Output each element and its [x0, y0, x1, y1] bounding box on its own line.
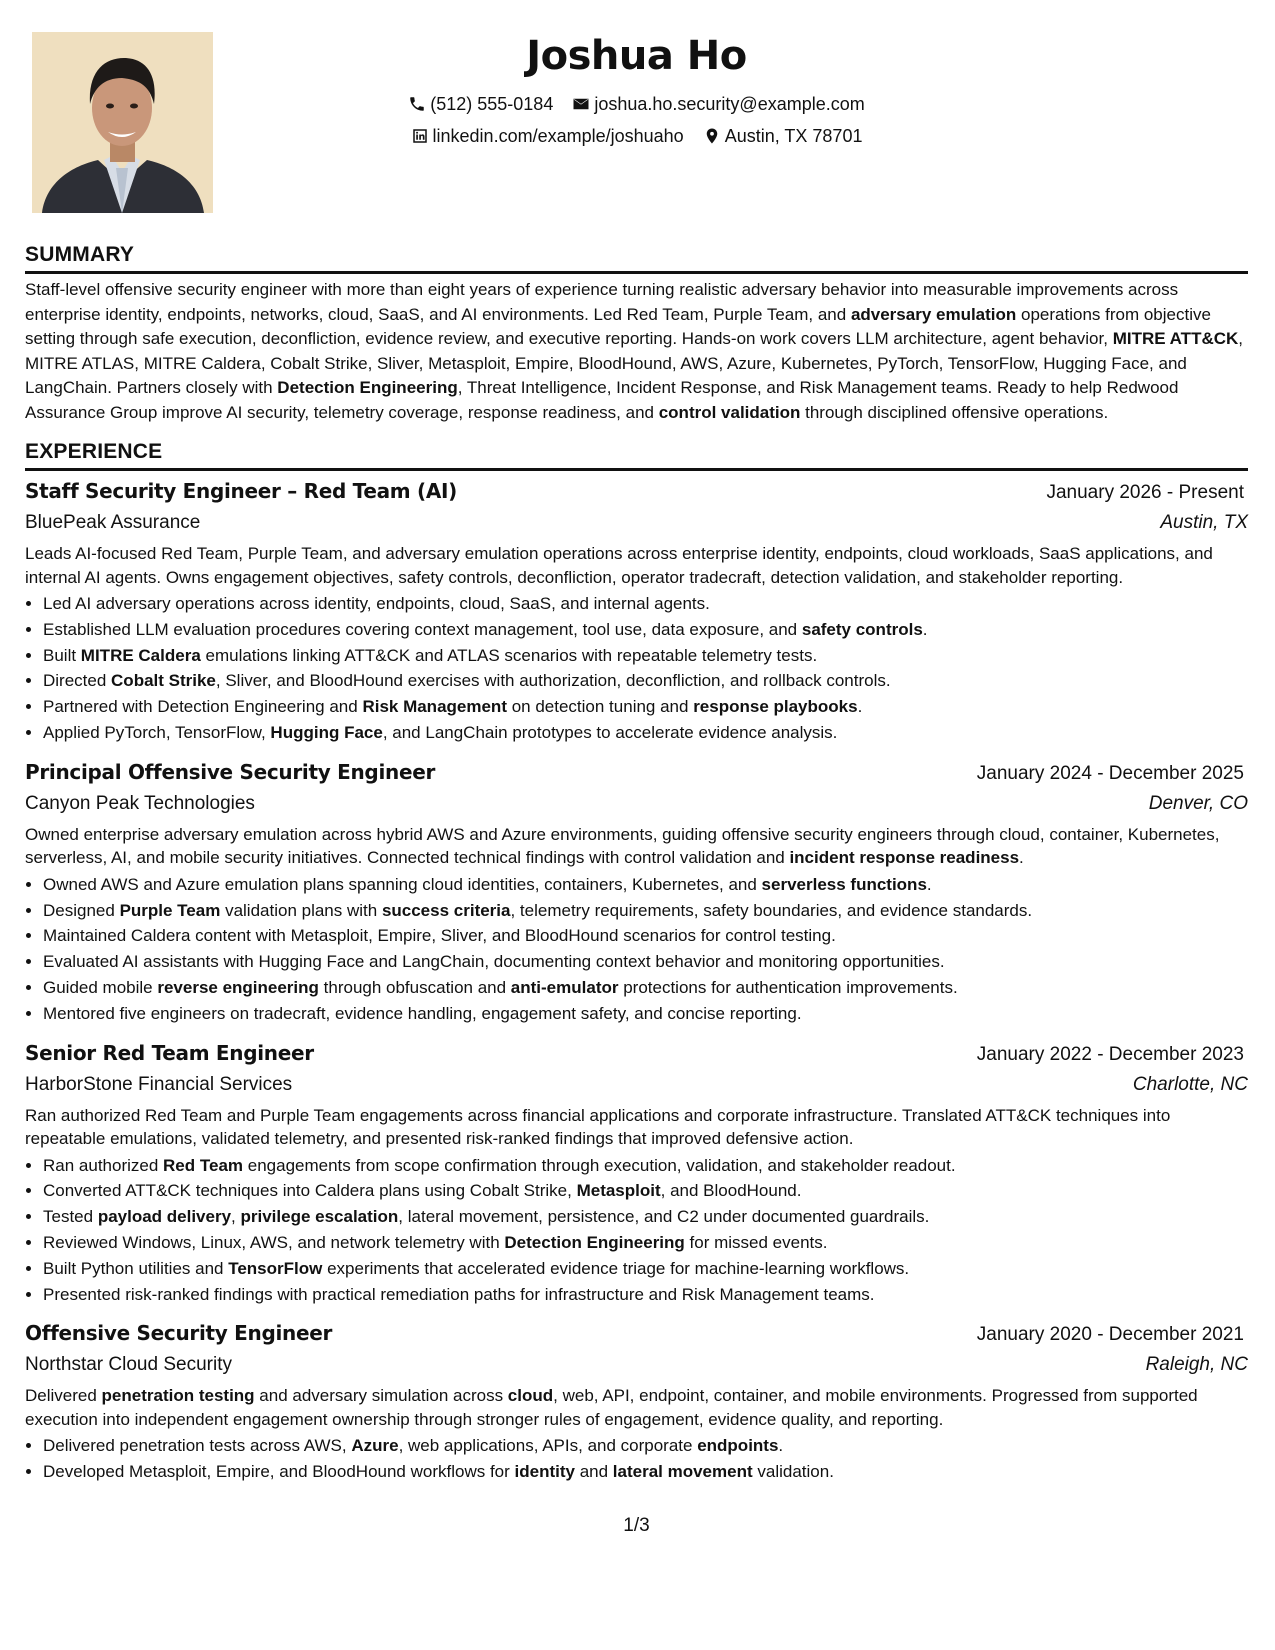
job-title: Staff Security Engineer – Red Team (AI) — [25, 479, 457, 503]
job-bullet: • Designed Purple Team validation plans with success criteria, telemetry requirements, safety boundaries, and evidence standards. — [43, 898, 1248, 924]
job-bullet: • Ran authorized Red Team engagements from scope confirmation through execution, validation, and stakeholder readout. — [43, 1153, 1248, 1179]
contact-location — [703, 124, 863, 148]
job-entry — [25, 1039, 1248, 1308]
experience-section — [25, 439, 1248, 1485]
job-company: Northstar Cloud Security — [25, 1354, 232, 1376]
job-title: Offensive Security Engineer — [25, 1321, 333, 1346]
job-description: Leads AI-focused Red Team, Purple Team, and adversary emulation operations across enterprise identity, endpoints, cloud workloads, SaaS applications, and internal AI agents. Owns engagement objectives, safety controls, deconfliction, operator tradecraft, detection validation, and stakeholder reporting. — [25, 544, 1213, 587]
job-bullet: • Presented risk-ranked findings with practical remediation paths for infrastructure and Risk Management teams. — [43, 1282, 1248, 1308]
phone-icon — [408, 95, 426, 113]
job-bullet: • Guided mobile reverse engineering through obfuscation and anti-emulator protections for authentication improvements. — [43, 975, 1248, 1001]
email-text: joshua.ho.security@example.com — [594, 94, 865, 114]
job-date: January 2024 - December 2025 — [976, 762, 1244, 784]
job-location: Raleigh, NC — [1145, 1354, 1248, 1376]
phone-text: (512) 555-0184 — [430, 94, 554, 114]
job-location: Charlotte, NC — [1132, 1073, 1248, 1095]
job-company: HarborStone Financial Services — [25, 1073, 293, 1095]
linkedin-icon — [411, 127, 429, 145]
job-title: Senior Red Team Engineer — [25, 1040, 314, 1065]
job-description: Owned enterprise adversary emulation across hybrid AWS and Azure environments, guiding offensive security engineers through cloud, container, Kubernetes, serverless, AI, and mobile security initiatives. Connected technical findings with control validation and incident response readiness. — [25, 824, 1220, 868]
contact-email[interactable] — [572, 92, 864, 116]
job-bullet: • Directed Cobalt Strike, Sliver, and BloodHound exercises with authorization, deconfliction, and rollback controls. — [43, 668, 1248, 694]
job-bullet: • Delivered penetration tests across AWS, Azure, web applications, APIs, and corporate endpoints. — [43, 1433, 1248, 1459]
job-company: Canyon Peak Technologies — [25, 792, 255, 814]
candidate-name: Joshua Ho — [526, 33, 747, 79]
contact-linkedin[interactable] — [411, 124, 684, 148]
job-bullet: • Partnered with Detection Engineering and Risk Management on detection tuning and response playbooks. — [43, 694, 1248, 720]
summary-text: Staff-level offensive security engineer with more than eight years of experience turning realistic adversary behavior into measurable improvements across enterprise identity, endpoints, networks, cloud, SaaS, and AI environments. Led Red Team, Purple Team, and adversary emulation operations from objective setting through safe execution, deconfliction, evidence review, and executive reporting. Hands-on work covers LLM architecture, agent behavior, MITRE ATT&CK, MITRE ATLAS, MITRE Caldera, Cobalt Strike, Sliver, Metasploit, Empire, BloodHound, AWS, Azure, Kubernetes, PyTorch, TensorFlow, Hugging Face, and LangChain. Partners closely with Detection Engineering, Threat Intelligence, Incident Response, and Risk Management teams. Ready to help Redwood Assurance Group improve AI security, telemetry coverage, response readiness, and control validation through disciplined offensive operations. — [25, 280, 1244, 422]
job-description: Delivered penetration testing and adversary simulation across cloud, web, API, endpoint, container, and mobile environments. Progressed from supported execution into independent engagement ownership through stronger rules of engagement, evidence quality, and reporting. — [25, 1386, 1198, 1429]
job-entry — [25, 758, 1248, 1027]
job-entry — [25, 1319, 1248, 1485]
envelope-icon — [572, 95, 590, 113]
job-bullets — [25, 1153, 1248, 1308]
job-location: Austin, TX — [1160, 512, 1248, 533]
job-bullet: • Applied PyTorch, TensorFlow, Hugging Face, and LangChain prototypes to accelerate evidence analysis. — [43, 720, 1248, 746]
job-bullet: • Owned AWS and Azure emulation plans spanning cloud identities, containers, Kubernetes, and serverless functions. — [43, 872, 1248, 898]
job-description: Ran authorized Red Team and Purple Team engagements across financial applications and corporate infrastructure. Translated ATT&CK techniques into repeatable emulations, validated telemetry, and presented risk-ranked findings that improved defensive action. — [25, 1105, 1171, 1149]
summary-heading: SUMMARY — [25, 242, 1248, 274]
job-entry — [25, 477, 1248, 746]
job-bullet: • Developed Metasploit, Empire, and BloodHound workflows for identity and lateral movement validation. — [43, 1459, 1248, 1485]
job-date: January 2022 - December 2023 — [976, 1043, 1244, 1065]
summary-section — [25, 242, 1248, 425]
contact-phone[interactable] — [408, 92, 553, 116]
job-bullets — [25, 872, 1248, 1027]
job-bullet: • Evaluated AI assistants with Hugging Face and LangChain, documenting context behavior and monitoring opportunities. — [43, 949, 1248, 975]
page-number: 1/3 — [623, 1515, 650, 1536]
job-company: BluePeak Assurance — [25, 512, 201, 533]
resume-header — [25, 30, 1248, 218]
resume-page — [25, 30, 1248, 1536]
map-pin-icon — [703, 127, 721, 145]
job-bullet: • Mentored five engineers on tradecraft, evidence handling, engagement safety, and concise reporting. — [43, 1001, 1248, 1027]
location-text: Austin, TX 78701 — [724, 126, 863, 146]
job-bullets — [25, 1433, 1248, 1485]
job-date: January 2026 - Present — [1046, 482, 1244, 503]
job-date: January 2020 - December 2021 — [976, 1324, 1244, 1346]
job-bullets — [25, 591, 1248, 746]
job-location: Denver, CO — [1148, 792, 1248, 814]
contact-row-primary — [25, 92, 1248, 119]
job-title: Principal Offensive Security Engineer — [25, 759, 436, 784]
job-bullet: • Built Python utilities and TensorFlow experiments that accelerated evidence triage for machine-learning workflows. — [43, 1256, 1248, 1282]
job-bullet: • Led AI adversary operations across identity, endpoints, cloud, SaaS, and internal agents. — [43, 591, 1248, 617]
contact-row-secondary — [25, 124, 1248, 151]
linkedin-text: linkedin.com/example/joshuaho — [432, 126, 684, 146]
job-bullet: • Converted ATT&CK techniques into Caldera plans using Cobalt Strike, Metasploit, and BloodHound. — [43, 1178, 1248, 1204]
experience-heading: EXPERIENCE — [25, 439, 1248, 471]
job-bullet: • Maintained Caldera content with Metasploit, Empire, Sliver, and BloodHound scenarios for control testing. — [43, 923, 1248, 949]
job-bullet: • Reviewed Windows, Linux, AWS, and network telemetry with Detection Engineering for missed events. — [43, 1230, 1248, 1256]
job-bullet: • Tested payload delivery, privilege escalation, lateral movement, persistence, and C2 under documented guardrails. — [43, 1204, 1248, 1230]
job-bullet: • Established LLM evaluation procedures covering context management, tool use, data exposure, and safety controls. — [43, 617, 1248, 643]
job-bullet: • Built MITRE Caldera emulations linking ATT&CK and ATLAS scenarios with repeatable telemetry tests. — [43, 643, 1248, 669]
